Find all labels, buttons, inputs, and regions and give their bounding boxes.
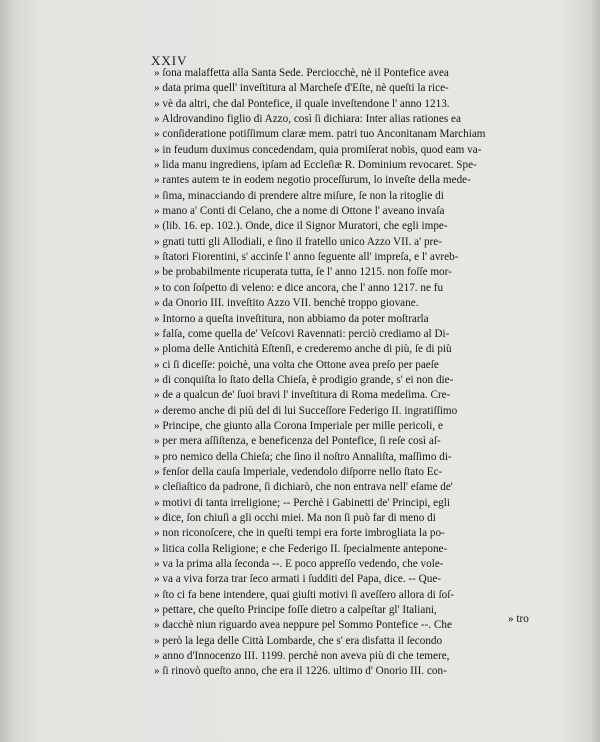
text-line: » cleſiaſtico da padrone, ſi dichiarò, che non entrava nell' eſame de' <box>154 481 453 494</box>
text-line: » va la prima alla ſeconda --. E poco appreſſo vedendo, che vole- <box>154 558 444 570</box>
text-line: » fenſor della cauſa Imperiale, vedendolo diſporre nello ſtato Ec- <box>154 465 443 478</box>
text-line: » ſima, minacciando di prendere altre miſure, ſe non la ritoglie di <box>154 189 444 202</box>
text-line: » to con ſoſpetto di veleno: e dice ancora, che l' anno 1217. ne fu <box>154 281 444 294</box>
text-line: » gnati tutti gli Allodiali, e ſino il fratello unico Azzo VII. a' pre- <box>154 235 442 248</box>
text-line: » deremo anche di più del di lui Succeſſore Federigo II. ingratiſſimo <box>154 404 458 417</box>
text-line: » Aldrovandino figlio di Azzo, così ſi dichiara: Inter alias rationes ea <box>154 113 461 126</box>
text-line: » ſtatori Fiorentini, s' accinſe l' anno ſeguente all' impreſa, e l' avreb- <box>154 251 459 264</box>
text-line: » va a viva forza trar ſeco armati i ſudditi del Papa, dice. -- Que- <box>154 573 442 586</box>
text-line: » dice, ſon chiuſi a gli occhi miei. Ma non ſi può far di meno di <box>154 511 436 524</box>
text-line: » (lib. 16. ep. 102.). Onde, dice il Signor Muratori, che egli impe- <box>154 220 448 233</box>
text-line: » ci ſi diceſſe: poichè, una volta che Ottone avea preſo per paeſe <box>154 358 439 371</box>
catchword: » tro <box>508 613 529 625</box>
text-line: » lida manu ingrediens, ipſam ad Eccleſiæ R. Dominium revocaret. Spe- <box>154 159 477 172</box>
text-line: » però la lega delle Città Lombarde, che s' era disfatta il ſecondo <box>154 634 443 647</box>
text-line: » pettare, che queſto Principe foſſe dietro a calpeſtar gl' Italiani, <box>154 604 437 617</box>
text-line: » falſa, come quella de' Veſcovi Ravennati: perciò crediamo al Di- <box>154 327 450 340</box>
text-line: » di conquiſta lo ſtato della Chieſa, è prodigio grande, s' ei non die- <box>154 373 454 386</box>
text-line: » dacchè niun riguardo avea neppure pel Sommo Pontefice --. Che <box>154 619 452 632</box>
text-line: » pro nemico della Chieſa; che ſino il noſtro Annaliſta, maſſimo di- <box>154 450 452 463</box>
text-line: » per mera aſſiſtenza, e beneficenza del Pontefice, ſi reſe così aſ- <box>154 435 441 448</box>
text-line: » anno d'Innocenzo III. 1199. perchè non aveva più di che temere, <box>154 650 450 663</box>
page-number: XXIV <box>151 53 188 68</box>
text-line: » ploma delle Antichità Eſtenſi, e crederemo anche di più, ſe di più <box>154 343 452 356</box>
text-line: » be probabilmente ricuperata tutta, ſe l' anno 1215. non foſſe mor- <box>154 266 452 279</box>
text-line: » conſideratione potiſſimum claræ mem. patri tuo Anconitanam Marchiam <box>154 128 486 141</box>
text-line: » Intorno a queſta inveſtitura, non abbiamo da poter moſtrarla <box>154 312 429 325</box>
text-line: » ſona malaffetta alla Santa Sede. Perciocchè, nè il Pontefice avea <box>154 67 449 79</box>
text-line: » vè da altri, che dal Pontefice, il quale inveſtendone l' anno 1213. <box>154 97 450 110</box>
text-line: » rantes autem te in eodem negotio proceſſurum, lo inveſte della mede- <box>154 174 471 187</box>
body-text <box>154 66 558 680</box>
text-line: » ſi rinovò queſto anno, che era il 1226. ultimo d' Onorio III. con- <box>154 665 447 678</box>
text-line: » non riconoſcere, che in queſti tempi era forte imbrogliata la po- <box>154 527 445 540</box>
text-line: » ſto ci fa bene intendere, quai giuſti motivi ſi aveſſero allora di ſoſ- <box>154 588 455 601</box>
text-line: » mano a' Conti di Celano, che a nome di Ottone l' aveano invaſa <box>154 205 445 218</box>
text-line: » data prima quell' inveſtitura al Marcheſe d'Eſte, nè queſti la rice- <box>154 82 449 95</box>
text-line: » da Onorio III. inveſtito Azzo VII. benchè troppo giovane. <box>154 297 419 310</box>
text-line: » de a qualcun de' ſuoi bravi l' inveſtitura di Roma medeſima. Cre- <box>154 389 451 402</box>
text-line: » in feudum duximus concedendam, quia promiſerat nobis, quod eam va- <box>154 143 482 156</box>
text-line: » motivi di tanta irreligione; -- Perchè i Gabinetti de' Principi, egli <box>154 496 450 509</box>
text-line: » Principe, che giunto alla Corona Imperiale per mille pericoli, e <box>154 419 443 432</box>
text-line: » litica colla Religione; e che Federigo II. ſpecialmente antepone- <box>154 542 448 555</box>
